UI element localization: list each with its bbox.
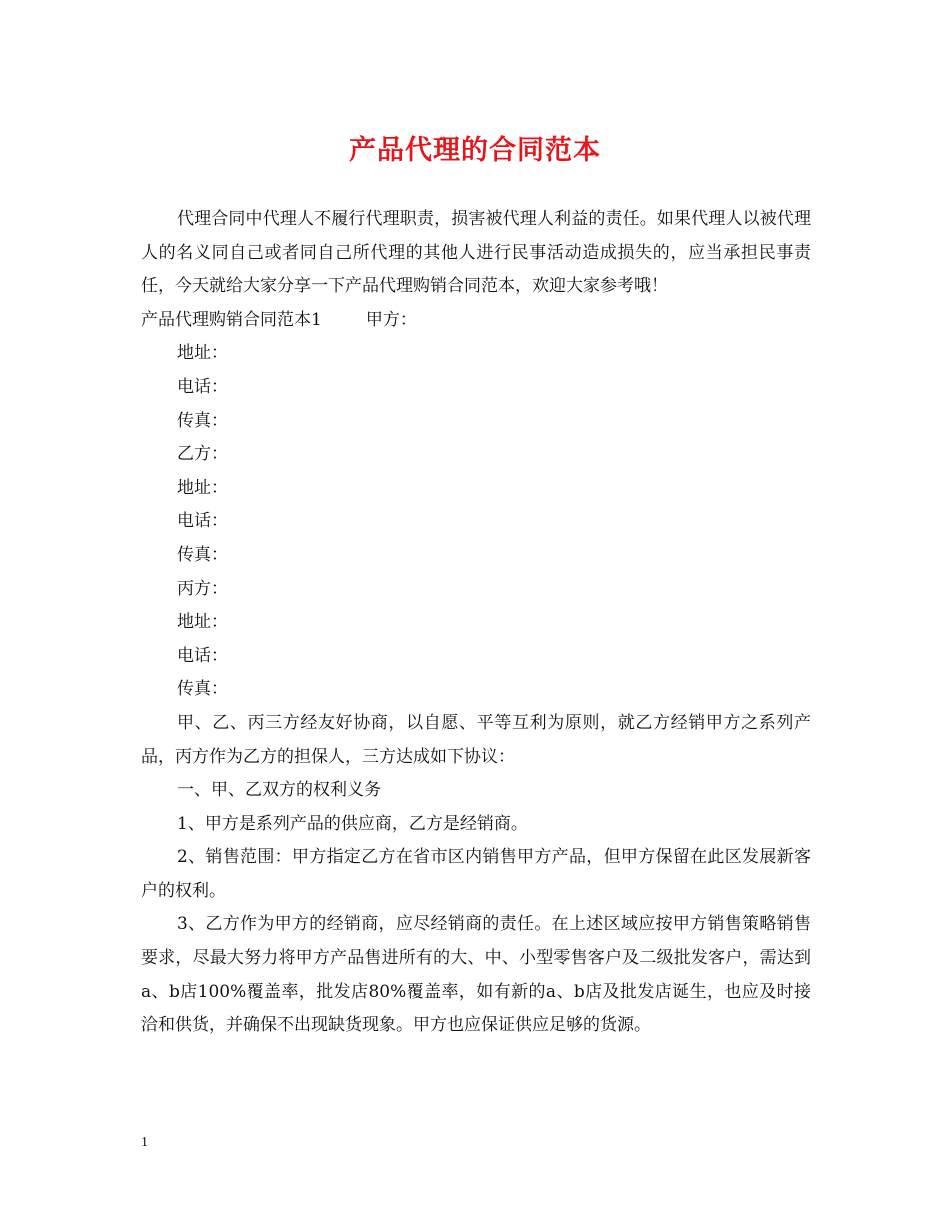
party-c-address: 地址： (177, 612, 228, 633)
sample-heading-line (141, 304, 811, 338)
party-a-label: 甲方： (365, 309, 417, 330)
intro-paragraph: 代理合同中代理人不履行代理职责，损害被代理人利益的责任。如果代理人以被代理人的名义同自己或者同自己所代理的其他人进行民事活动造成损失的，应当承担民事责任，今天就给大家分享一下产品代理购销合同范本，欢迎大家参考哦！ (141, 209, 811, 297)
clause-1: 1、甲方是系列产品的供应商，乙方是经销商。 (177, 813, 528, 834)
document-body (141, 203, 811, 1043)
party-a-address: 地址： (177, 343, 228, 364)
page-number: 1 (141, 1135, 148, 1150)
party-b-address: 地址： (177, 477, 228, 498)
party-c-fax: 传真： (177, 679, 228, 700)
section-1-heading: 一、甲、乙双方的权利义务 (177, 780, 381, 801)
document-title: 产品代理的合同范本 (349, 135, 601, 166)
party-a-phone: 电话： (177, 376, 228, 397)
sample-heading: 产品代理购销合同范本1 (141, 309, 322, 330)
party-b-phone: 电话： (177, 511, 228, 532)
party-c-label: 丙方： (177, 578, 228, 599)
party-b-fax: 传真： (177, 544, 228, 565)
party-c-phone: 电话： (177, 645, 228, 666)
clause-2: 2、销售范围：甲方指定乙方在省市区内销售甲方产品，但甲方保留在此区发展新客户的权利。 (141, 847, 811, 901)
party-a-fax: 传真： (177, 410, 228, 431)
agreement-intro-paragraph: 甲、乙、丙三方经友好协商，以自愿、平等互利为原则，就乙方经销甲方之系列产品，丙方作为乙方的担保人，三方达成如下协议： (141, 712, 811, 767)
party-b-label: 乙方： (177, 444, 228, 465)
clause-3: 3、乙方作为甲方的经销商，应尽经销商的责任。在上述区域应按甲方销售策略销售要求，尽最大努力将甲方产品售进所有的大、中、小型零售客户及二级批发客户，需达到a、b店100%覆盖率，批发店80%覆盖率，如有新的a、b店及批发店诞生，也应及时接洽和供货，并确保不出现缺货现象。甲方也应保证供应足够的货源。 (141, 914, 811, 1036)
